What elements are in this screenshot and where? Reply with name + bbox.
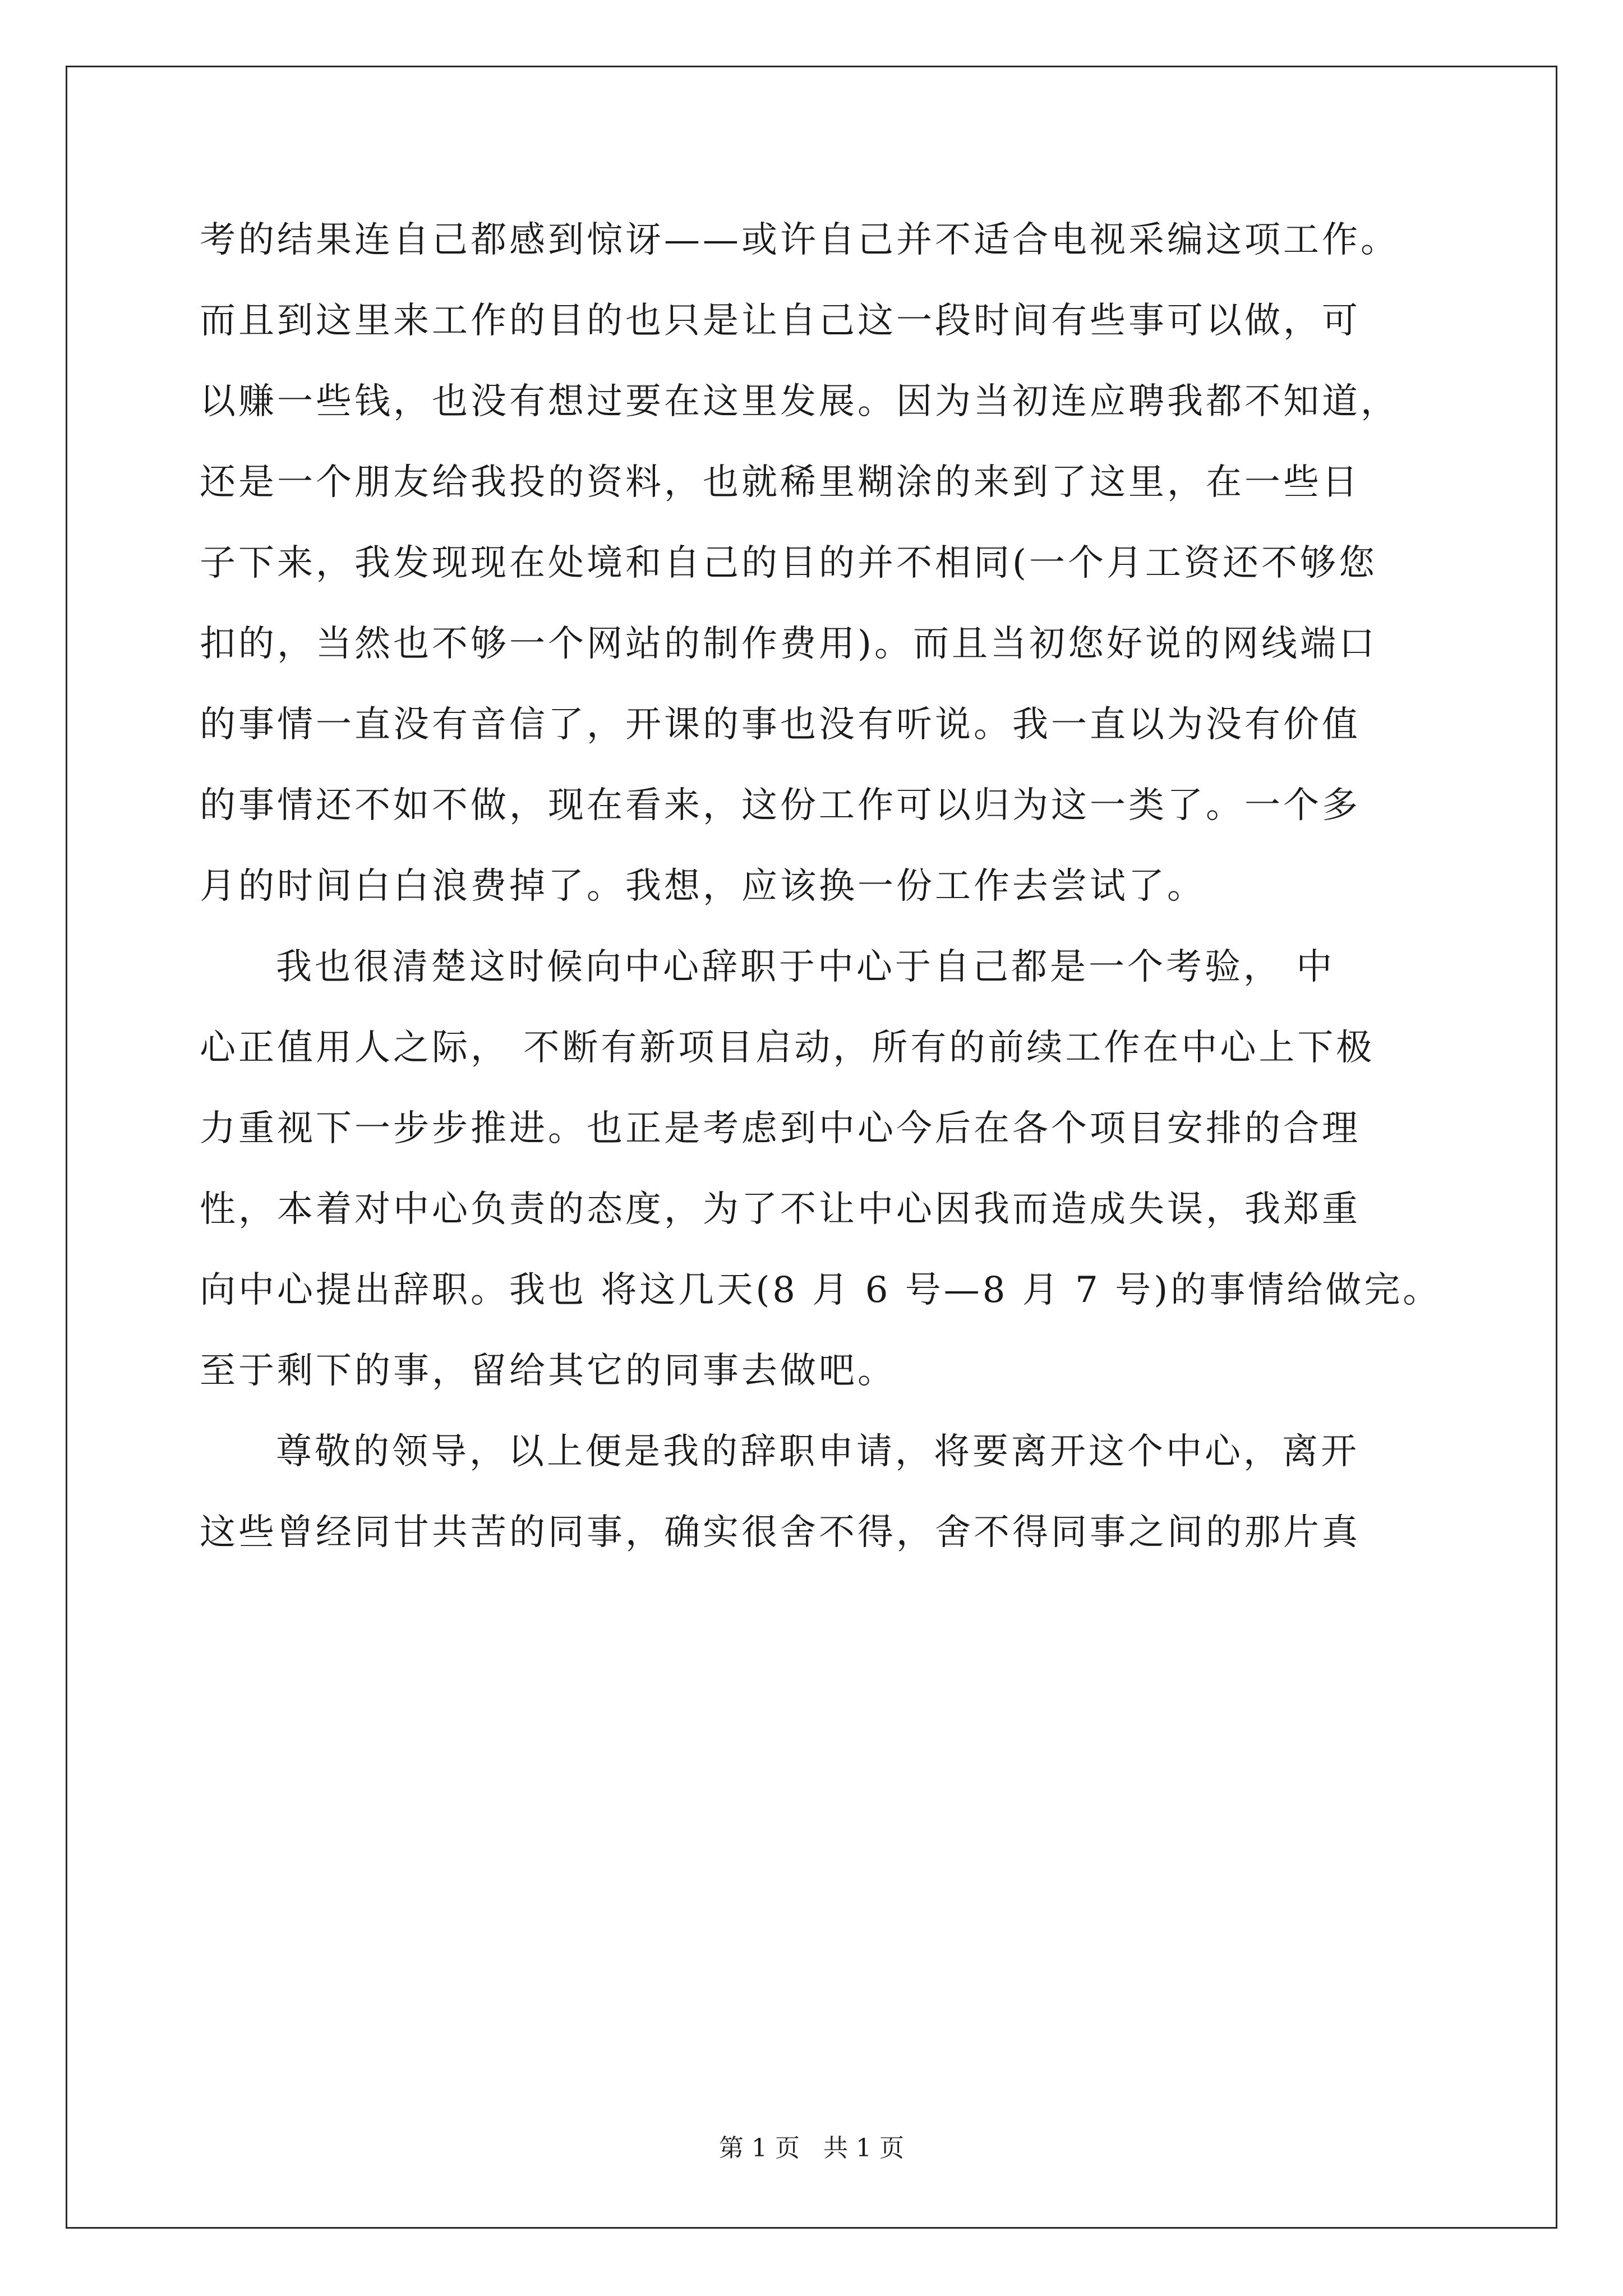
text-line: 的事情还不如不做，现在看来，这份工作可以归为这一类了。一个多 xyxy=(200,785,1361,826)
text-line: 以赚一些钱，也没有想过要在这里发展。因为当初连应聘我都不知道， xyxy=(200,381,1399,422)
text-line: 而且到这里来工作的目的也只是让自己这一段时间有些事可以做，可 xyxy=(200,300,1361,342)
text-line: 还是一个朋友给我投的资料，也就稀里糊涂的来到了这里，在一些日 xyxy=(200,462,1361,503)
text-line: 我也很清楚这时候向中心辞职于中心于自己都是一个考验， 中 xyxy=(276,946,1335,988)
text-line: 心正值用人之际， 不断有新项目启动，所有的前续工作在中心上下极 xyxy=(200,1027,1375,1069)
text-line: 这些曾经同甘共苦的同事，确实很舍不得，舍不得同事之间的那片真 xyxy=(200,1512,1361,1553)
text-line: 的事情一直没有音信了，开课的事也没有听说。我一直以为没有价值 xyxy=(200,704,1361,746)
text-line: 扣的，当然也不够一个网站的制作费用)。而且当初您好说的网线端口 xyxy=(200,623,1377,665)
text-line: 至于剩下的事，留给其它的同事去做吧。 xyxy=(200,1350,896,1392)
text-line: 性，本着对中心负责的态度，为了不让中心因我而造成失误，我郑重 xyxy=(200,1189,1361,1230)
text-line: 月的时间白白浪费掉了。我想，应该换一份工作去尝试了。 xyxy=(200,866,1206,907)
page-number-footer: 第 1 页 共 1 页 xyxy=(719,2134,904,2162)
text-line: 子下来，我发现现在处境和自己的目的并不相同(一个月工资还不够您 xyxy=(200,542,1377,584)
text-line: 力重视下一步步推进。也正是考虑到中心今后在各个项目安排的合理 xyxy=(200,1108,1361,1149)
text-line: 尊敬的领导，以上便是我的辞职申请，将要离开这个中心，离开 xyxy=(276,1431,1359,1473)
text-line: 考的结果连自己都感到惊讶——或许自己并不适合电视采编这项工作。 xyxy=(200,219,1399,261)
text-line: 向中心提出辞职。我也 将这几天(8 月 6 号—8 月 7 号)的事情给做完。 xyxy=(200,1269,1442,1311)
document-body xyxy=(200,213,1442,1586)
